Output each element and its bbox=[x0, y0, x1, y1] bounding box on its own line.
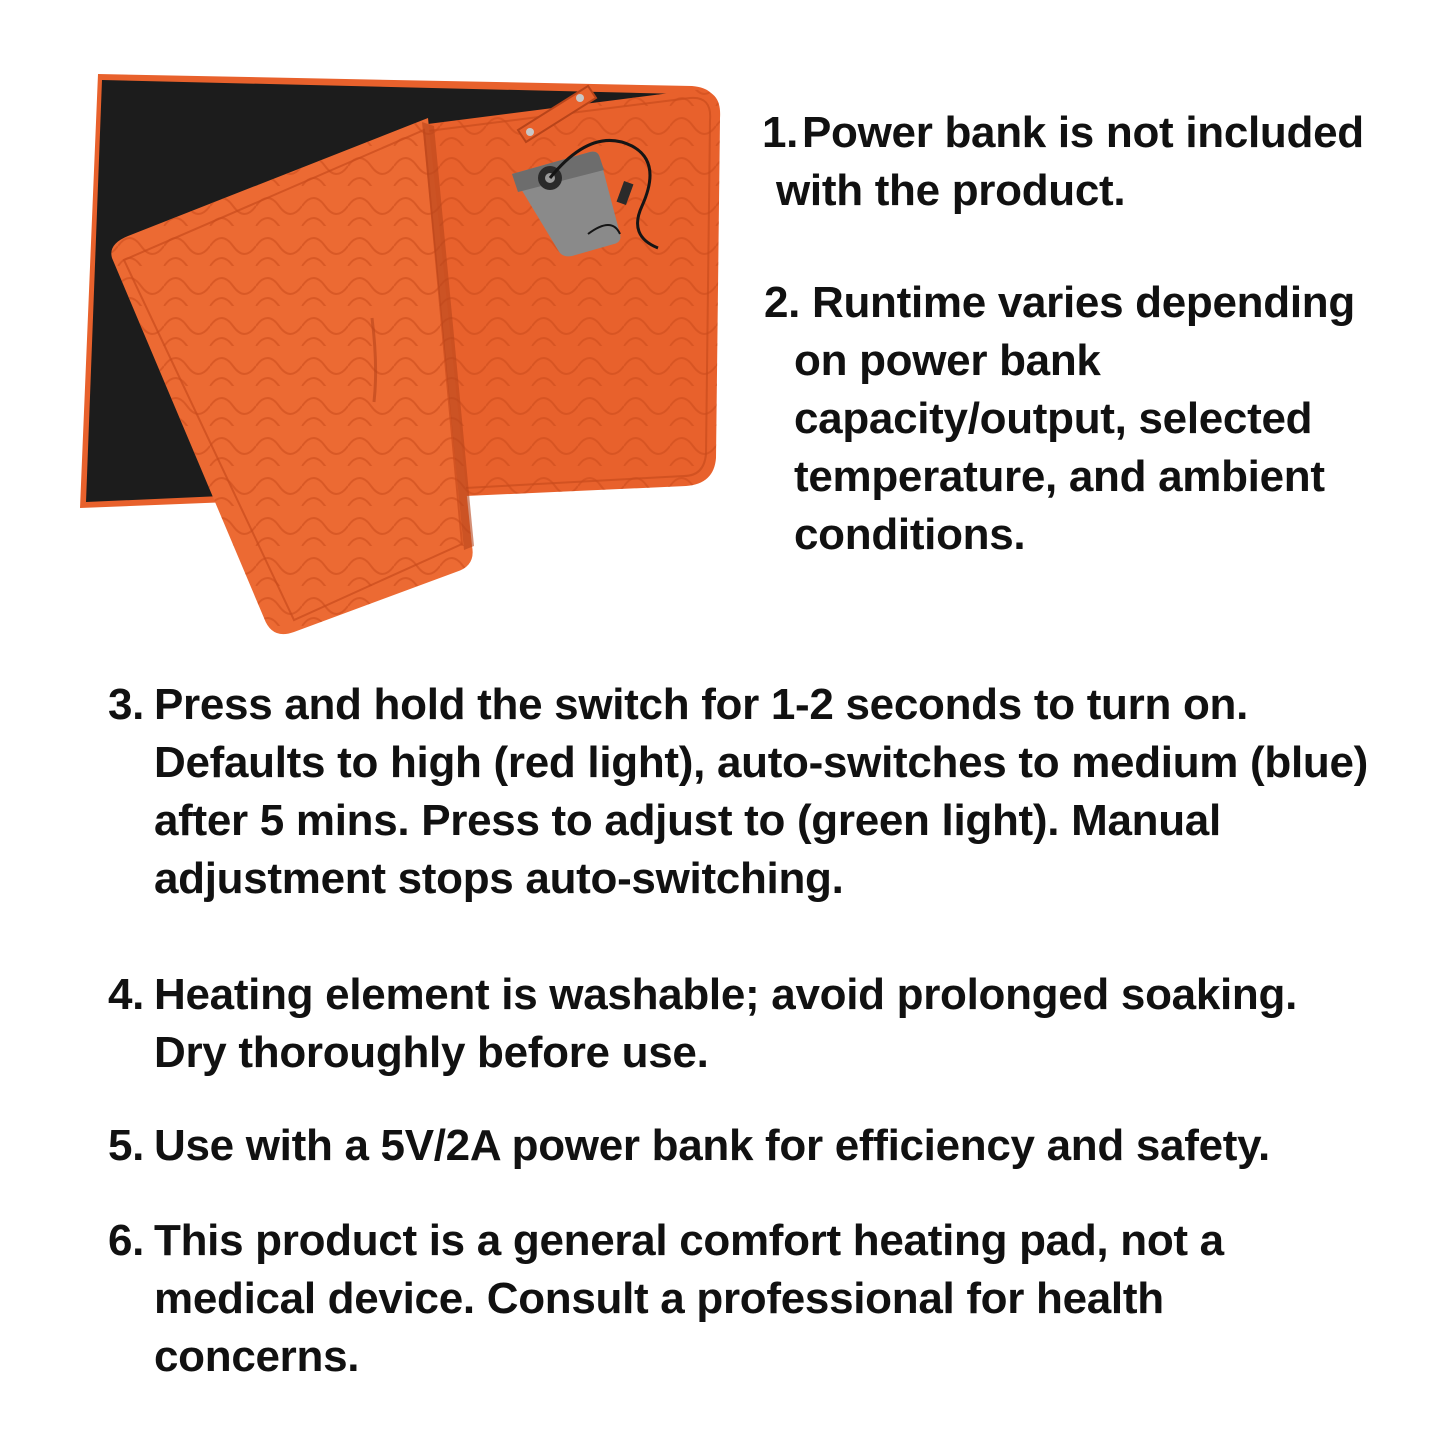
note-5 bbox=[108, 1117, 1270, 1175]
note-text: concerns. bbox=[154, 1332, 360, 1381]
note-text: Press and hold the switch for 1-2 seconds to turn on. bbox=[154, 680, 1249, 729]
note-number: 5. bbox=[108, 1121, 145, 1170]
note-number: 3. bbox=[108, 680, 145, 729]
note-6 bbox=[108, 1212, 1224, 1386]
heating-pad-photo bbox=[72, 66, 732, 646]
note-text: capacity/output, selected bbox=[794, 394, 1313, 443]
note-text: medical device. Consult a professional for health bbox=[154, 1274, 1164, 1323]
note-text: Use with a 5V/2A power bank for efficiency and safety. bbox=[154, 1121, 1270, 1170]
note-text: conditions. bbox=[794, 510, 1026, 559]
note-text: after 5 mins. Press to adjust to (green light). Manual bbox=[154, 796, 1221, 845]
note-text: with the product. bbox=[776, 166, 1126, 215]
note-3 bbox=[108, 676, 1368, 908]
note-number: 4. bbox=[108, 970, 145, 1019]
note-2 bbox=[764, 274, 1355, 564]
note-text: Heating element is washable; avoid prolonged soaking. bbox=[154, 970, 1298, 1019]
note-number: 2. bbox=[764, 278, 801, 327]
note-text: This product is a general comfort heating pad, not a bbox=[154, 1216, 1224, 1265]
note-text: Runtime varies depending bbox=[812, 278, 1355, 327]
note-text: temperature, and ambient bbox=[794, 452, 1325, 501]
note-text: Power bank is not included bbox=[802, 108, 1364, 157]
note-text: Defaults to high (red light), auto-switches to medium (blue) bbox=[154, 738, 1369, 787]
note-text: Dry thoroughly before use. bbox=[154, 1028, 709, 1077]
note-number: 1. bbox=[762, 108, 799, 157]
note-4 bbox=[108, 966, 1297, 1082]
note-1 bbox=[762, 104, 1364, 220]
note-number: 6. bbox=[108, 1216, 145, 1265]
note-text: adjustment stops auto-switching. bbox=[154, 854, 844, 903]
note-text: on power bank bbox=[794, 336, 1101, 385]
